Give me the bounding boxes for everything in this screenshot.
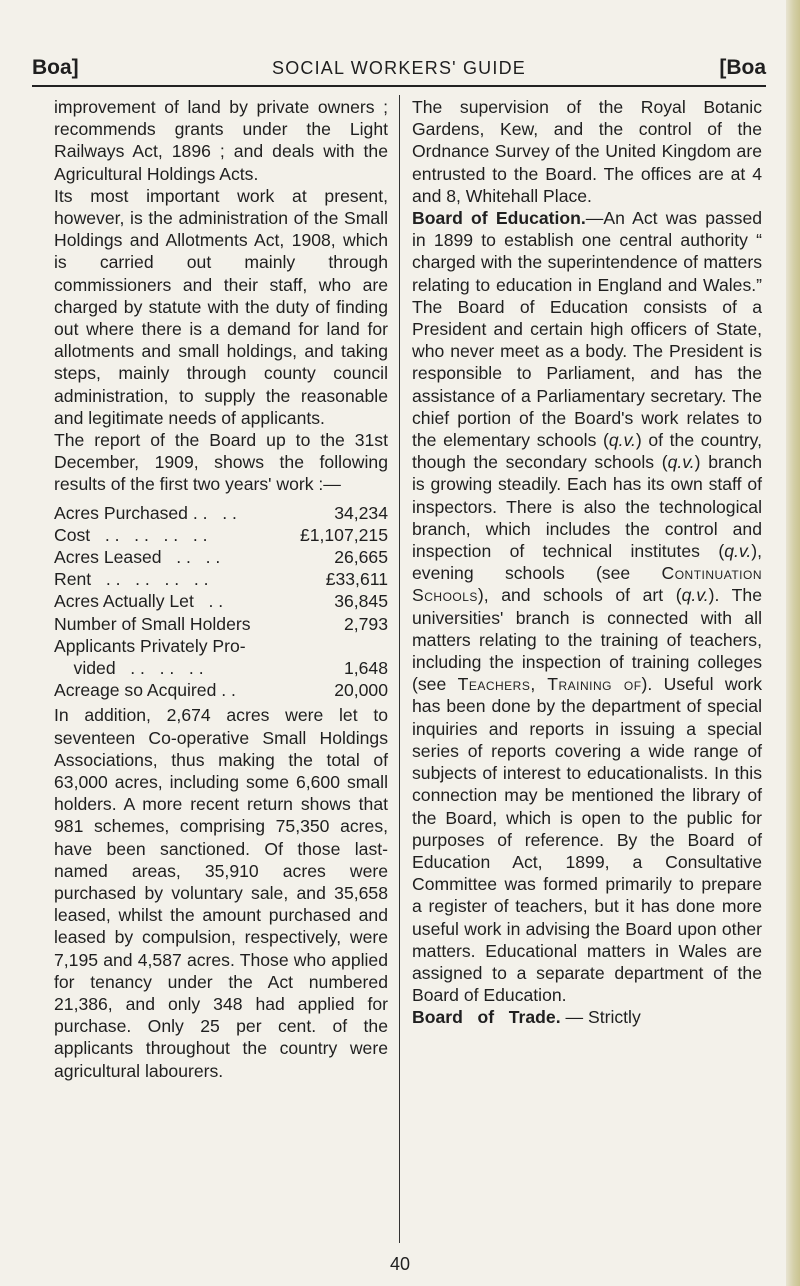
text-run: ) branch is growing steadily. Each has its own staff of inspectors. There is also the technological branch, which includes the control and inspection of technical institutes ( bbox=[412, 452, 762, 562]
header-left: Boa] bbox=[32, 56, 79, 79]
right-column bbox=[412, 96, 762, 1029]
column-divider bbox=[399, 95, 400, 1243]
row-label: Cost . . . . . . . . bbox=[54, 524, 208, 545]
table-row bbox=[54, 657, 388, 679]
row-label: Acres Actually Let . . bbox=[54, 591, 224, 612]
header-right: [Boa bbox=[719, 56, 766, 79]
row-label: Rent . . . . . . . . bbox=[54, 569, 209, 590]
row-value: 2,793 bbox=[343, 613, 388, 634]
row-label: Acres Leased . . . . bbox=[54, 547, 221, 568]
page-number: 40 bbox=[389, 1254, 411, 1274]
text-run: ) of the country, though the secondary schools ( bbox=[412, 430, 763, 473]
text-run: — Strictly bbox=[560, 1007, 641, 1028]
table-row bbox=[54, 524, 388, 546]
paragraph-board-of-trade bbox=[412, 1006, 762, 1028]
entry-heading: Board of Education. bbox=[412, 208, 586, 229]
paragraph: improvement of land by private owners ; recommends grants under the Light Railways Act, 1896 ; and deals with the Agricultural Holdings Acts. bbox=[54, 97, 388, 184]
paragraph-board-of-education bbox=[412, 207, 762, 1006]
paragraph: In addition, 2,674 acres were let to seventeen Co-operative Small Holdings Associations, thus making the total of 63,000 acres, including some 6,600 small holders. A more recent return shows that 981 schemes, comprising 75,350 acres, have been sanctioned. Of those last-named areas, 35,910 acres were purchased by voluntary sale, and 35,658 leased, whilst the amount purchased and leased by compulsion, respectively, were 7,195 and 4,587 acres. Those who applied for tenancy under the Act numbered 21,386, and only 348 had applied for purchase. Only 25 per cent. of the applicants throughout the country were agricultural labourers. bbox=[54, 705, 388, 1081]
table-row bbox=[54, 590, 388, 612]
table-row bbox=[54, 568, 388, 590]
text-run: —An Act was passed in 1899 to establish one central authority “ charged with the superintendence of matters relating to education in England and Wales.” The Board of Education consists of a President and certain high officers of State, who never meet as a body. The President is responsible to Parliament, and has the assistance of a Parliamentary secretary. The chief portion of the Board's work relates to the elementary schools ( bbox=[412, 208, 763, 451]
cross-reference: q.v. bbox=[608, 430, 636, 451]
cross-reference: q.v. bbox=[667, 452, 695, 473]
table-row bbox=[54, 613, 388, 635]
running-header bbox=[32, 56, 766, 82]
row-value: £33,611 bbox=[325, 569, 388, 590]
left-column bbox=[54, 96, 388, 1082]
row-label: vided . . . . . . bbox=[54, 657, 204, 678]
text-run: ). The universities' branch is connected with all matters relating to the training of teachers, including the inspection of training colleges (see bbox=[412, 585, 762, 695]
header-rule bbox=[32, 85, 766, 87]
page-edge-shadow bbox=[786, 0, 800, 1286]
header-title: SOCIAL WORKERS' GUIDE bbox=[271, 58, 526, 78]
row-value: £1,107,215 bbox=[299, 524, 388, 545]
text-run: ), and schools of art ( bbox=[477, 585, 682, 606]
row-label: Acreage so Acquired . . bbox=[54, 680, 236, 701]
text-run: ), evening schools (see bbox=[412, 541, 762, 584]
paragraph: Its most important work at present, however, is the administration of the Small Holdings and Allotments Act, 1908, which is carried out mainly through commissioners and their staff, who are charged by statute with the duty of finding out where there is a demand for land for allotments and small holdings, and taking steps, mainly through county council administration, to supply the reasonable and legitimate needs of applicants. bbox=[54, 185, 388, 428]
row-value: 1,648 bbox=[343, 657, 388, 678]
table-row bbox=[54, 679, 388, 701]
table-row bbox=[54, 502, 388, 524]
paragraph: The report of the Board up to the 31st December, 1909, shows the following results of the first two years' work :— bbox=[54, 430, 388, 495]
cross-reference: q.v. bbox=[724, 541, 752, 562]
see-reference: Continuation Schools bbox=[412, 563, 762, 606]
row-value: 26,665 bbox=[334, 547, 388, 568]
table-row bbox=[54, 635, 388, 657]
entry-heading: Board of Trade. bbox=[412, 1007, 561, 1028]
results-table bbox=[54, 502, 388, 702]
row-label: Acres Purchased . . . . bbox=[54, 502, 237, 523]
see-reference: Teachers, Training of bbox=[457, 674, 642, 695]
paragraph: The supervision of the Royal Botanic Gardens, Kew, and the control of the Ordnance Survey of the United Kingdom are entrusted to the Board. The offices are at 4 and 8, Whitehall Place. bbox=[412, 97, 762, 206]
row-label: Number of Small Holders bbox=[54, 613, 251, 634]
text-run: ). Useful work has been done by the department of special inquiries and reports in issuing a special series of reports covering a wide range of subjects of interest to educationalists. In this connection may be mentioned the library of the Board, which is open to the public for purposes of reference. By the Board of Education Act, 1899, a Consultative Committee was formed primarily to prepare a register of teachers, but it has done more useful work in advising the Board upon other matters. Educational matters in Wales are assigned to a separate department of the Board of Education. bbox=[412, 674, 762, 1006]
row-label: Applicants Privately Pro- bbox=[54, 635, 246, 656]
row-value: 36,845 bbox=[334, 591, 388, 612]
row-value: 20,000 bbox=[334, 680, 388, 701]
row-value: 34,234 bbox=[334, 502, 388, 523]
cross-reference: q.v. bbox=[681, 585, 709, 606]
table-row bbox=[54, 546, 388, 568]
